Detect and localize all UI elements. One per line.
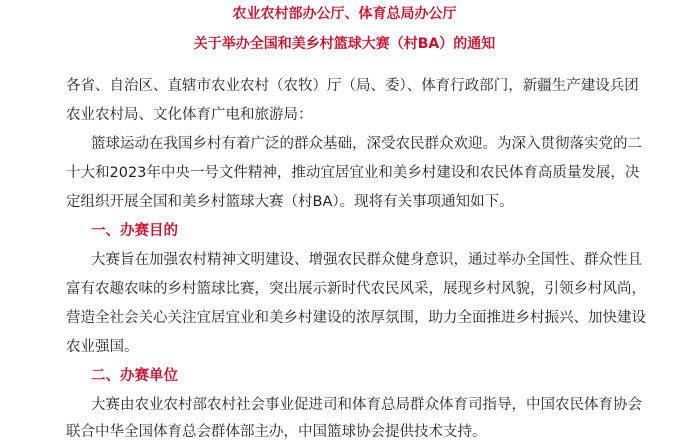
purpose-line-4: 农业强国。: [66, 339, 139, 355]
salutation-line-2: 农业农村局、文化体育广电和旅游局：: [66, 107, 313, 123]
purpose-line-1: 大赛旨在加强农村精神文明建设、增强农民群众健身意识，通过举办全国性、群众性且: [91, 252, 642, 268]
document-title-line-1: 农业农村部办公厅、体育总局办公厅: [232, 6, 457, 22]
intro-line-2: 十大和2023年中央一号文件精神，推动宜居宜业和美乡村建设和农民体育高质量发展，决: [66, 165, 640, 181]
intro-line-3: 定组织开展全国和美乡村篮球大赛（村BA）。现将有关事项通知如下。: [66, 194, 514, 210]
section-heading-organizers: 二、办赛单位: [91, 368, 178, 384]
document-title-line-2: 关于举办全国和美乡村篮球大赛（村BA）的通知: [193, 36, 496, 52]
purpose-line-3: 营造全社会关心关注宜居宜业和美乡村建设的浓厚氛围，助力全面推进乡村振兴、加快建设: [66, 310, 646, 326]
section-heading-purpose: 一、办赛目的: [91, 223, 178, 239]
intro-line-1: 篮球运动在我国乡村有着广泛的群众基础，深受农民群众欢迎。为深入贯彻落实党的二: [91, 136, 642, 152]
purpose-line-2: 富有农趣农味的乡村篮球比赛，突出展示新时代农民风采，展现乡村风貌，引领乡村风尚，: [66, 281, 646, 297]
organizers-line-2: 联合中华全国体育总会群体部主办，中国篮球协会提供技术支持。: [66, 424, 487, 440]
organizers-line-1: 大赛由农业农村部农村社会事业促进司和体育总局群众体育司指导，中国农民体育协会: [91, 397, 642, 413]
salutation-line-1: 各省、自治区、直辖市农业农村（农牧）厅（局、委）、体育行政部门，新疆生产建设兵团: [66, 78, 639, 94]
